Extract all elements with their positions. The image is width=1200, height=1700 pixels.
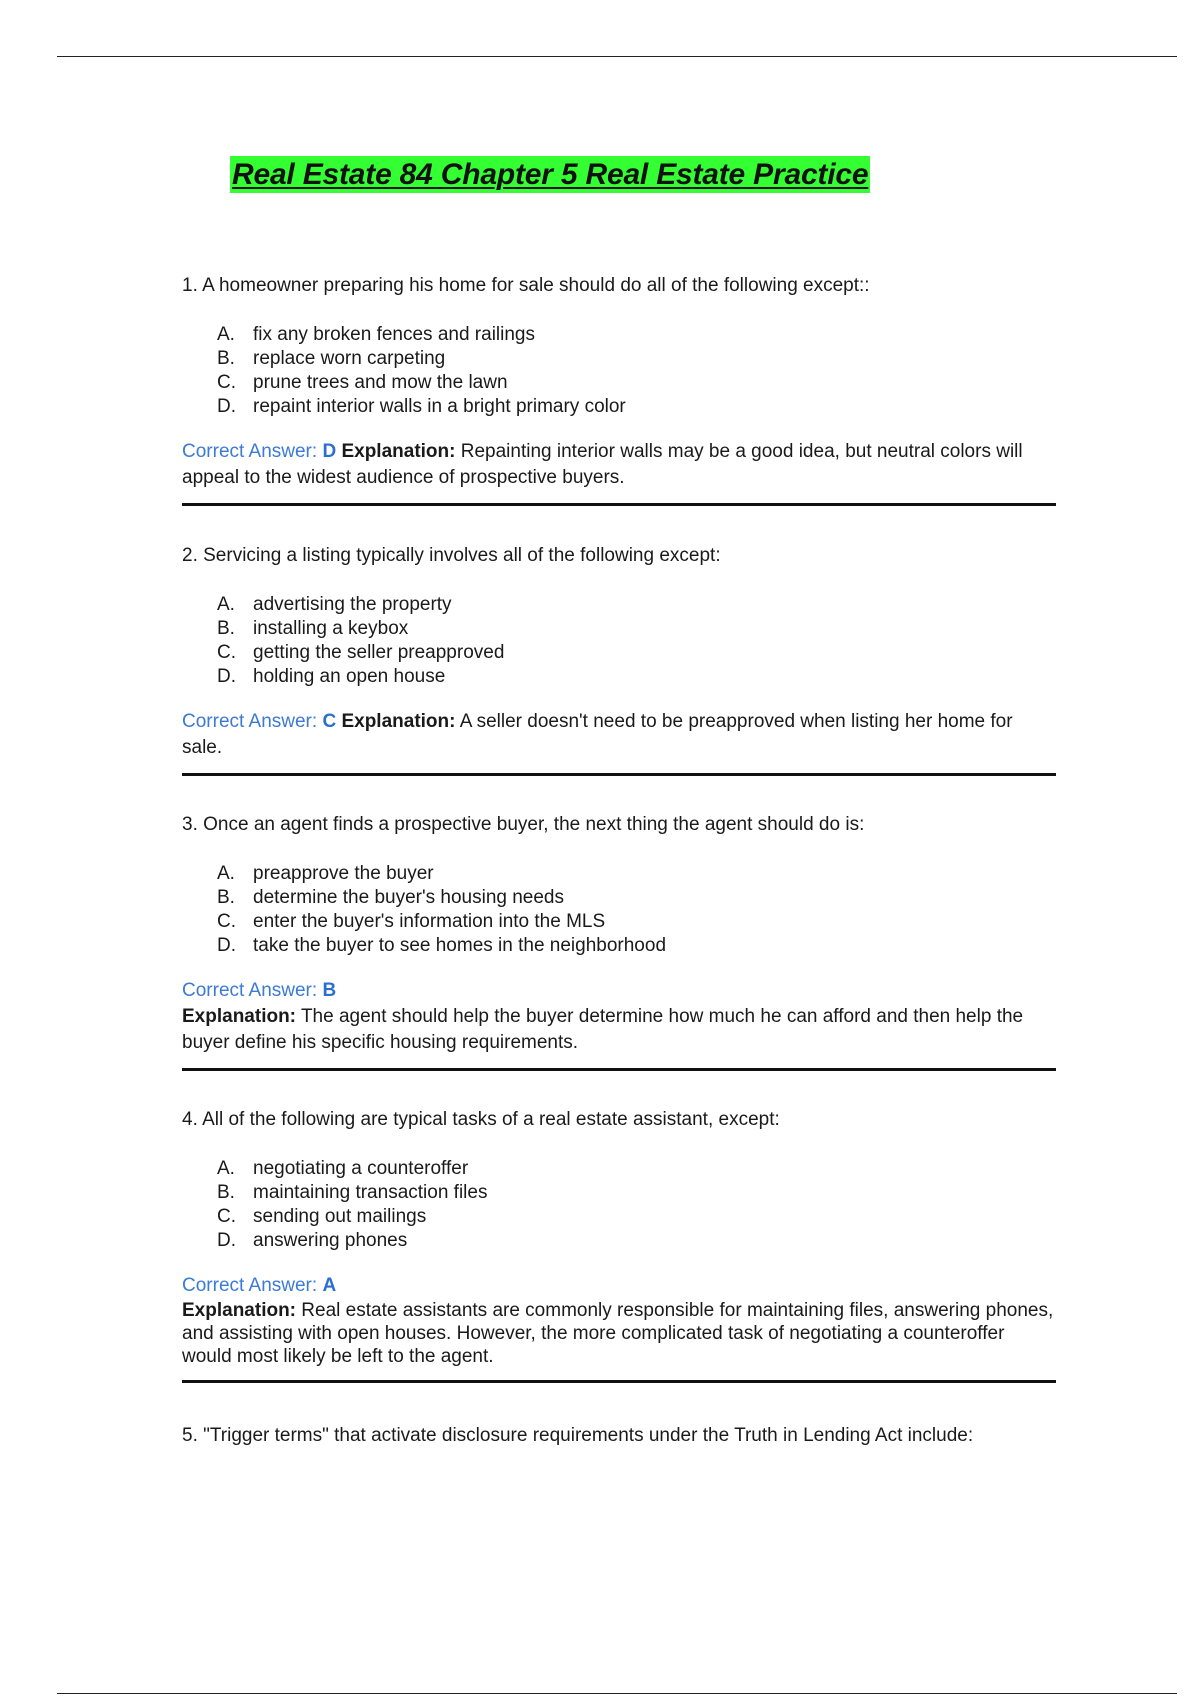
explanation-block bbox=[182, 1299, 1056, 1368]
explanation-label: Explanation: bbox=[182, 1300, 297, 1321]
options-list bbox=[217, 1157, 1056, 1253]
page-bottom-rule bbox=[57, 1693, 1177, 1694]
option-b: B. replace worn carpeting bbox=[217, 348, 446, 369]
question-2 bbox=[182, 544, 1056, 776]
answer-heading bbox=[182, 978, 1056, 1004]
correct-answer-letter: B bbox=[322, 980, 337, 1001]
question-5 bbox=[182, 1424, 1056, 1448]
title-block bbox=[230, 156, 870, 193]
correct-answer-label: Correct Answer: bbox=[182, 441, 318, 462]
question-divider bbox=[182, 1068, 1056, 1071]
question-3 bbox=[182, 813, 1056, 1071]
explanation-text: The agent should help the buyer determine how much he can afford and then help the buyer define his specific housing requirements. bbox=[182, 1006, 1024, 1053]
option-c: C. getting the seller preapproved bbox=[217, 642, 505, 663]
explanation-text: A seller doesn't need to be preapproved when listing her home for sale. bbox=[182, 711, 1013, 758]
options-list bbox=[217, 323, 1056, 419]
question-text: 3. Once an agent finds a prospective buyer, the next thing the agent should do is: bbox=[182, 814, 865, 835]
option-d: D. holding an open house bbox=[217, 666, 446, 687]
option-a: A. advertising the property bbox=[217, 594, 452, 615]
question-text: 5. "Trigger terms" that activate disclosure requirements under the Truth in Lending Act include: bbox=[182, 1425, 974, 1446]
question-1 bbox=[182, 274, 1056, 506]
options-list bbox=[217, 862, 1056, 958]
correct-answer-letter: D bbox=[322, 441, 337, 462]
explanation-text: Repainting interior walls may be a good idea, but neutral colors will appeal to the widest audience of prospective buyers. bbox=[182, 441, 1023, 488]
page-top-rule bbox=[57, 56, 1177, 57]
option-a: A. negotiating a counteroffer bbox=[217, 1158, 469, 1179]
question-text: 1. A homeowner preparing his home for sale should do all of the following except:: bbox=[182, 275, 870, 296]
page-title: Real Estate 84 Chapter 5 Real Estate Practice bbox=[232, 158, 869, 191]
correct-answer-label: Correct Answer: bbox=[182, 980, 318, 1001]
correct-answer-label: Correct Answer: bbox=[182, 1275, 318, 1296]
answer-block bbox=[182, 709, 1056, 761]
option-d: D. take the buyer to see homes in the neighborhood bbox=[217, 935, 667, 956]
question-divider bbox=[182, 503, 1056, 506]
question-text: 2. Servicing a listing typically involves all of the following except: bbox=[182, 545, 721, 566]
correct-answer-letter: C bbox=[322, 711, 337, 732]
explanation-label: Explanation: bbox=[341, 441, 456, 462]
answer-block bbox=[182, 439, 1056, 491]
option-b: B. maintaining transaction files bbox=[217, 1182, 488, 1203]
explanation-label: Explanation: bbox=[341, 711, 456, 732]
option-c: C. prune trees and mow the lawn bbox=[217, 372, 508, 393]
correct-answer-letter: A bbox=[322, 1275, 337, 1296]
answer-heading bbox=[182, 1273, 1056, 1299]
option-a: A. fix any broken fences and railings bbox=[217, 324, 535, 345]
explanation-text: Real estate assistants are commonly responsible for maintaining files, answering phones, and assisting with open houses. However, the more complicated task of negotiating a counteroffer would most likely be left to the agent. bbox=[182, 1300, 1054, 1367]
option-c: C. sending out mailings bbox=[217, 1206, 427, 1227]
correct-answer-label: Correct Answer: bbox=[182, 711, 318, 732]
option-c: C. enter the buyer's information into the MLS bbox=[217, 911, 606, 932]
options-list bbox=[217, 593, 1056, 689]
option-a: A. preapprove the buyer bbox=[217, 863, 434, 884]
option-b: B. installing a keybox bbox=[217, 618, 409, 639]
question-4 bbox=[182, 1108, 1056, 1383]
option-d: D. repaint interior walls in a bright primary color bbox=[217, 396, 626, 417]
explanation-label: Explanation: bbox=[182, 1006, 297, 1027]
option-b: B. determine the buyer's housing needs bbox=[217, 887, 564, 908]
question-divider bbox=[182, 773, 1056, 776]
question-text: 4. All of the following are typical tasks of a real estate assistant, except: bbox=[182, 1109, 780, 1130]
question-divider bbox=[182, 1380, 1056, 1383]
explanation-block bbox=[182, 1004, 1056, 1056]
option-d: D. answering phones bbox=[217, 1230, 408, 1251]
